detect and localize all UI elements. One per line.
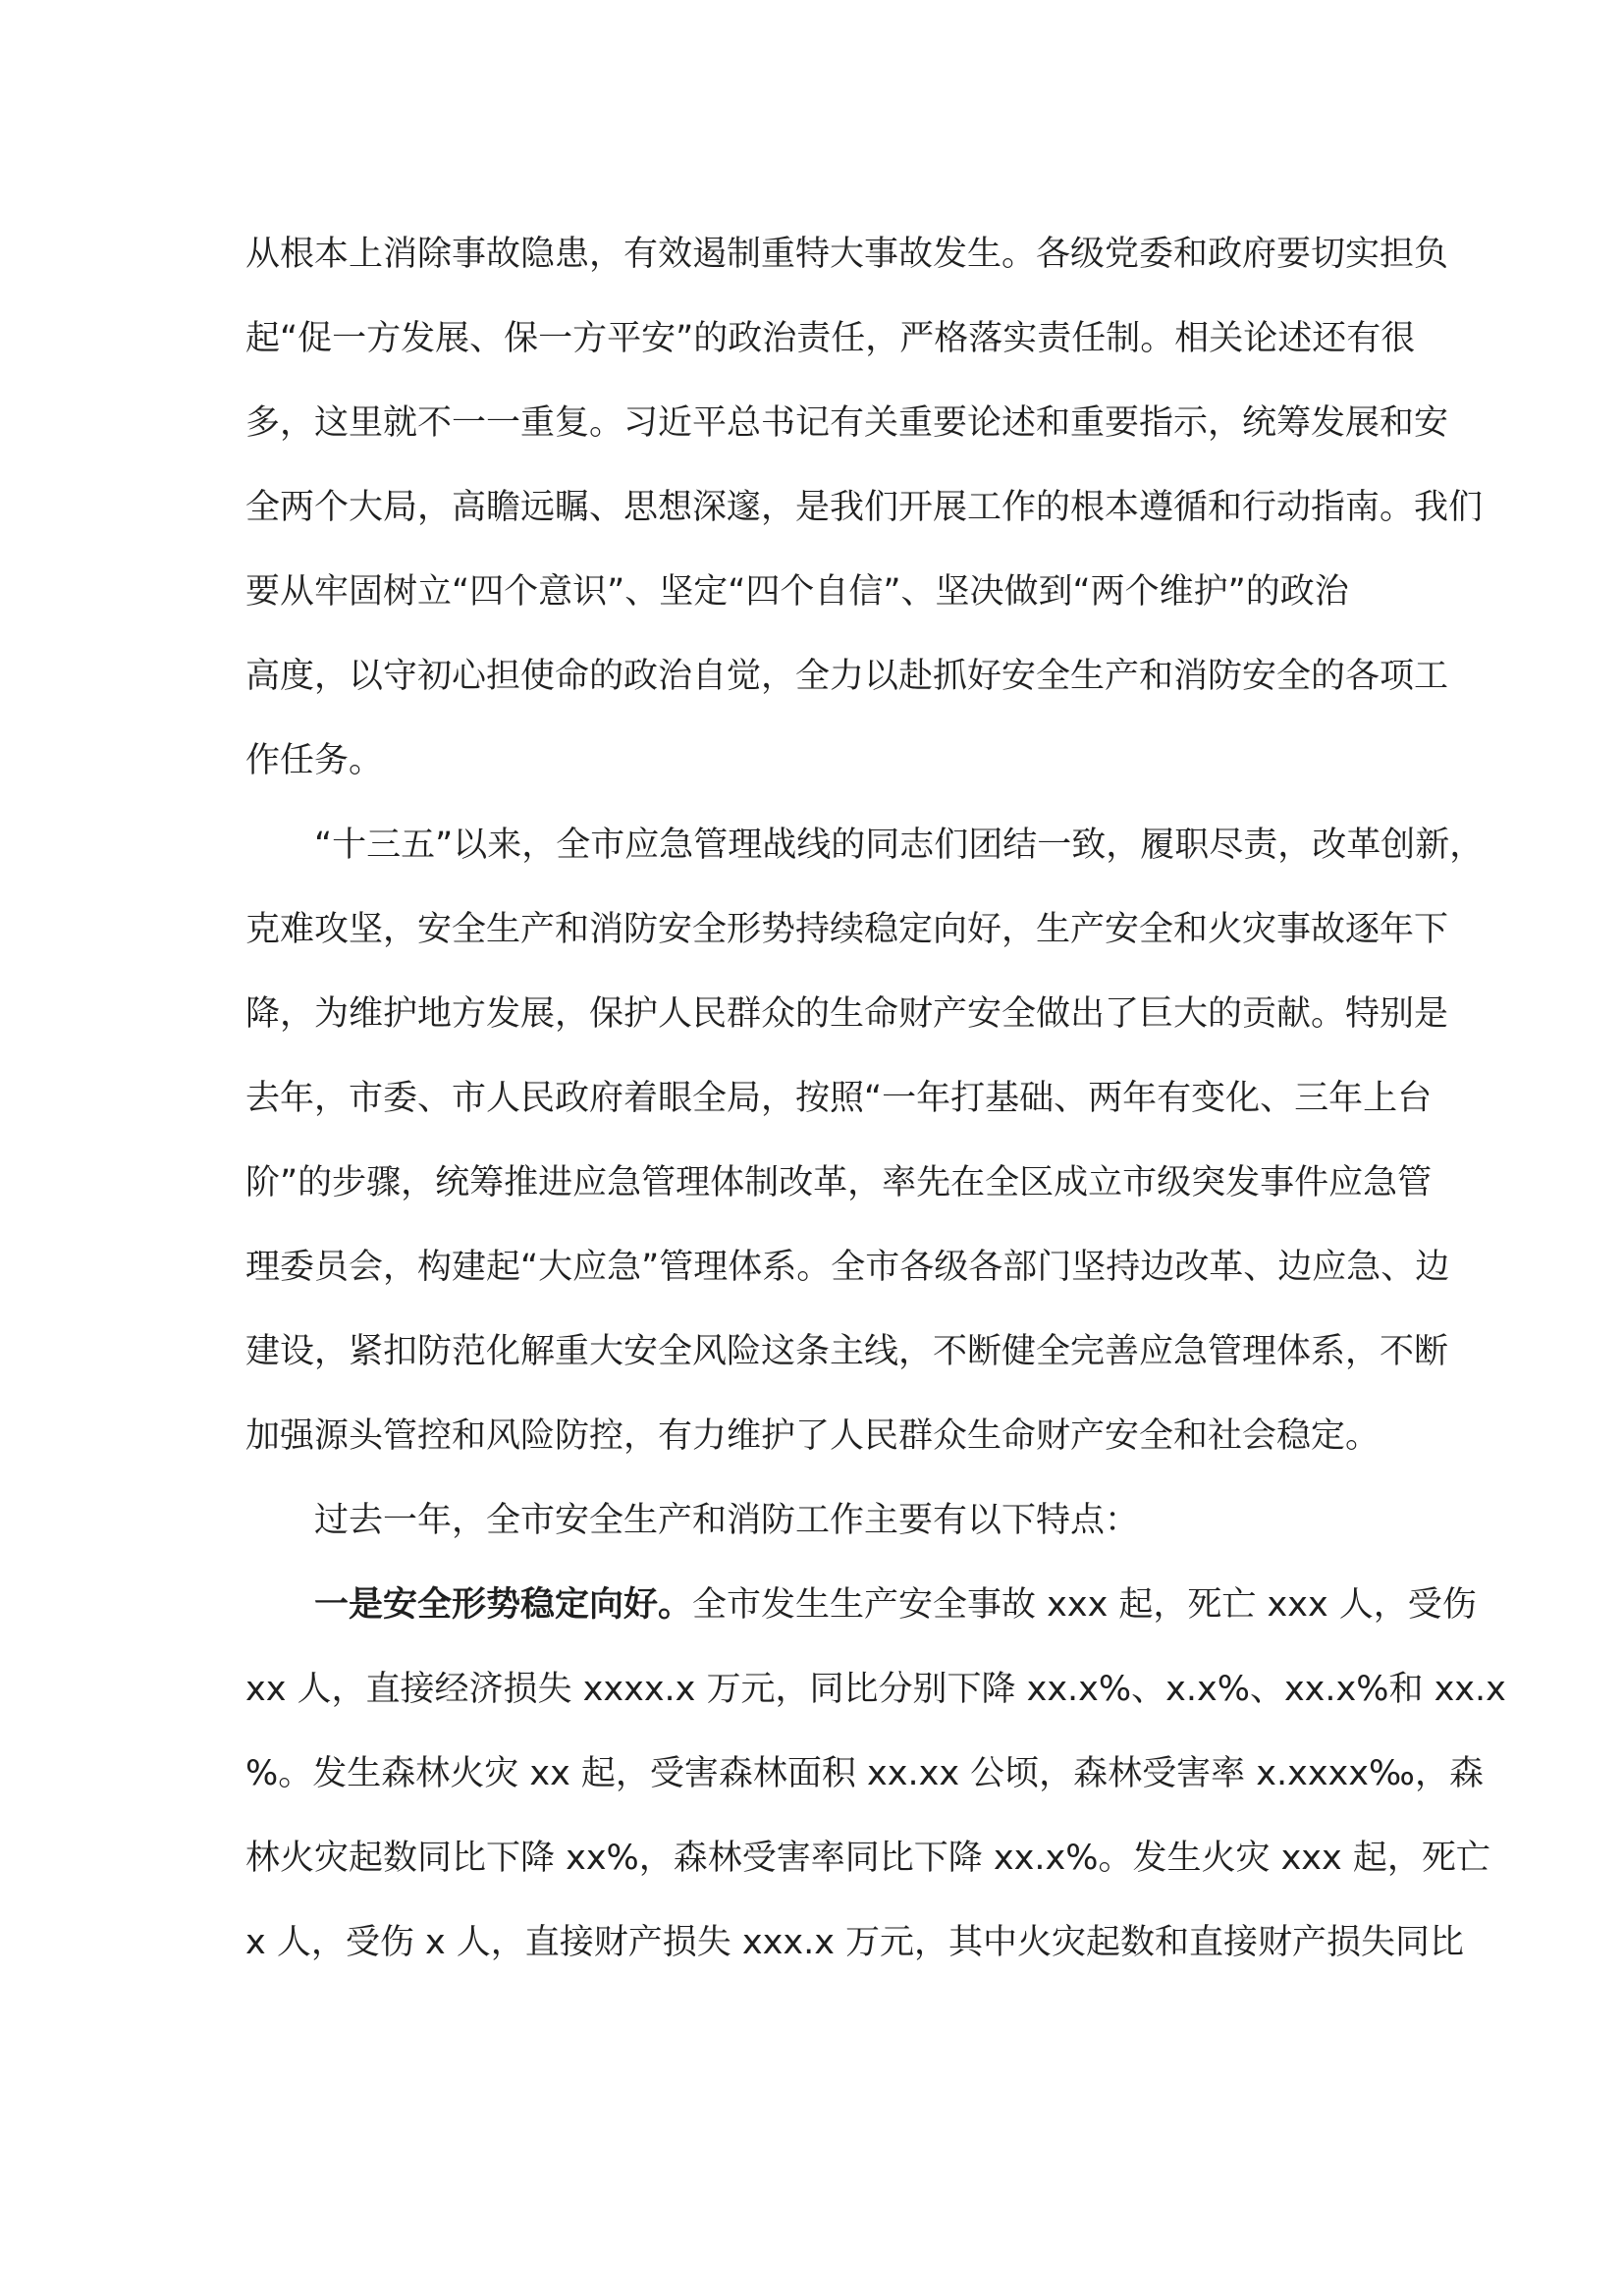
text-line: “十三五”以来，全市应急管理战线的同志们团结一致，履职尽责，改革创新， — [314, 826, 1485, 865]
text-line: 去年，市委、市人民政府着眼全局，按照“一年打基础、两年有变化、三年上台 — [245, 1079, 1433, 1118]
document-body — [245, 224, 1506, 1997]
text-line: 起“促一方发展、保一方平安”的政治责任，严格落实责任制。相关论述还有很 — [245, 319, 1416, 358]
text-line: 高度，以守初心担使命的政治自觉，全力以赴抓好安全生产和消防安全的各项工 — [245, 657, 1449, 696]
text-line: 降，为维护地方发展，保护人民群众的生命财产安全做出了巨大的贡献。特别是 — [245, 994, 1449, 1034]
text-line: 作任务。 — [245, 741, 384, 780]
paragraph-2 — [245, 815, 1485, 1490]
paragraph-4 — [245, 1575, 1506, 1997]
text-line-with-lead — [245, 1575, 1477, 1659]
text-line: xx 人，直接经济损失 xxxx.x 万元，同比分别下降 xx.x%、x.x%、xx.x%和 xx.x — [245, 1670, 1506, 1709]
paragraph-1 — [245, 224, 1484, 815]
text-line: x 人，受伤 x 人，直接财产损失 xxx.x 万元，其中火灾起数和直接财产损失同比 — [245, 1923, 1465, 1962]
text-line: 多，这里就不一一重复。习近平总书记有关重要论述和重要指示，统筹发展和安 — [245, 403, 1449, 443]
text-line: 加强源头管控和风险防控，有力维护了人民群众生命财产安全和社会稳定。 — [245, 1416, 1380, 1456]
text-span: 全市发生生产安全事故 xxx 起，死亡 xxx 人，受伤 — [692, 1585, 1477, 1625]
text-line: 林火灾起数同比下降 xx%，森林受害率同比下降 xx.x%。发生火灾 xxx 起，死亡 — [245, 1839, 1490, 1878]
text-line: 要从牢固树立“四个意识”、坚定“四个自信”、坚决做到“两个维护”的政治 — [245, 572, 1349, 612]
text-line: 过去一年，全市安全生产和消防工作主要有以下特点： — [314, 1501, 1140, 1540]
text-line: 克难攻坚，安全生产和消防安全形势持续稳定向好，生产安全和火灾事故逐年下 — [245, 910, 1449, 949]
text-line: 全两个大局，高瞻远瞩、思想深邃，是我们开展工作的根本遵循和行动指南。我们 — [245, 488, 1484, 527]
text-line: 阶”的步骤，统筹推进应急管理体制改革，率先在全区成立市级突发事件应急管 — [245, 1163, 1433, 1202]
text-line: 建设，紧扣防范化解重大安全风险这条主线，不断健全完善应急管理体系，不断 — [245, 1332, 1449, 1371]
text-line: %。发生森林火灾 xx 起，受害森林面积 xx.xx 公顷，森林受害率 x.xxxx‰，森 — [245, 1754, 1484, 1793]
text-line: 从根本上消除事故隐患，有效遏制重特大事故发生。各级党委和政府要切实担负 — [245, 235, 1449, 274]
paragraph-3 — [245, 1490, 1384, 1575]
text-line: 理委员会，构建起“大应急”管理体系。全市各级各部门坚持边改革、边应急、边 — [245, 1248, 1450, 1287]
bold-lead-heading: 一是安全形势稳定向好。 — [314, 1585, 693, 1625]
